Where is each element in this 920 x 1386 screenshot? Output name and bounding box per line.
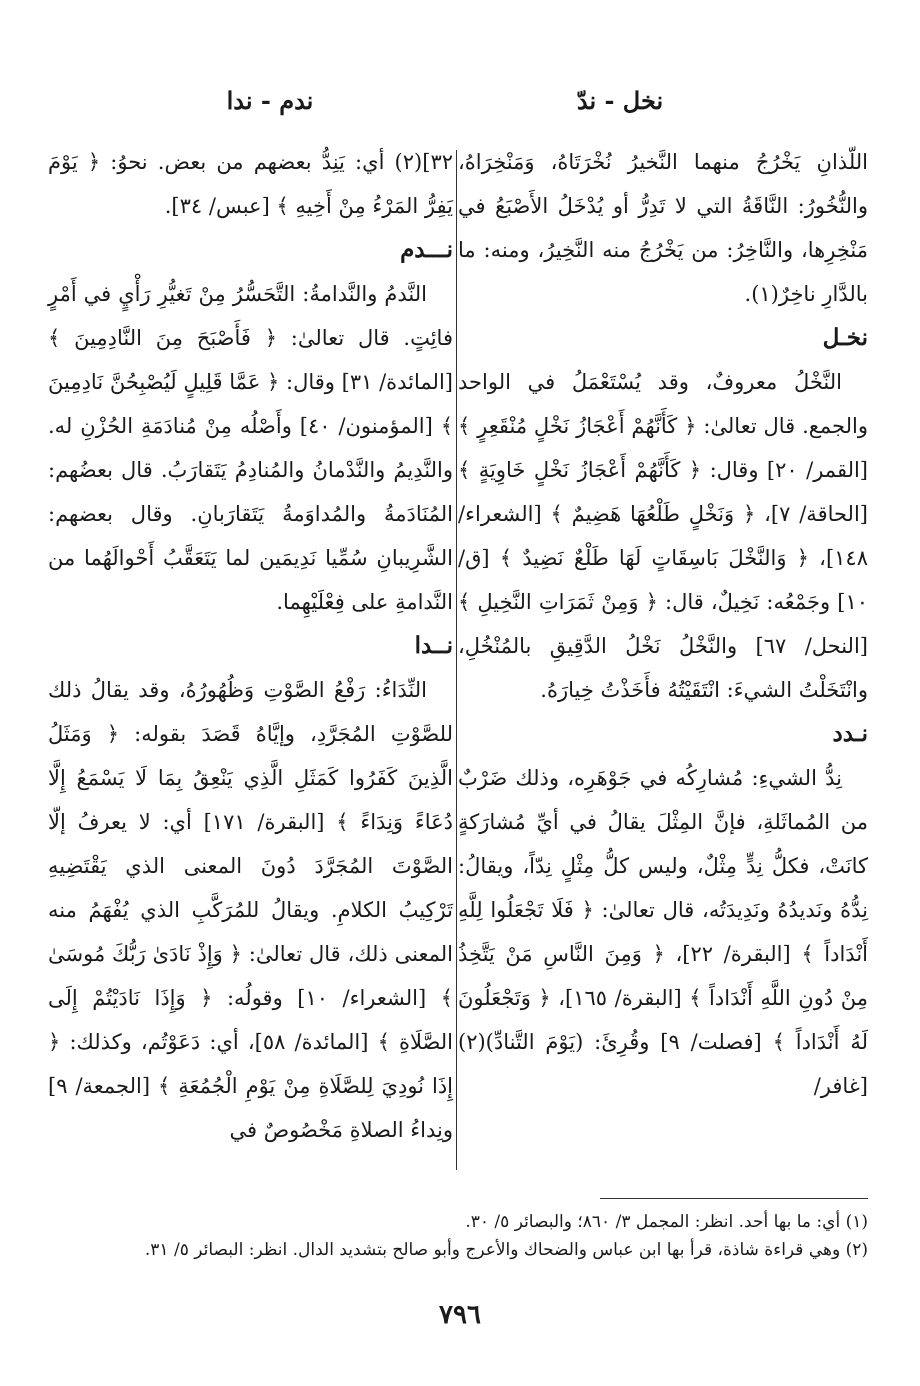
footnote: (١) أي: ما بها أحد. انظر: المجمل ٣/ ٨٦٠؛ والبصائر ٥/ ٣٠. xyxy=(465,1212,868,1232)
paragraph: اللّذانِ يَخْرُجُ منهما النَّخيرُ نُخْرَتَاهُ، وَمَنْخِرَاهُ، والنُّخُورُ: النَّاقَةُ التي لا تَدِرُّ أو يُدْخَلُ الأَصْبَعُ في مَنْخِرِها، والنَّاخِرُ: من يَخْرُجُ منه النَّخِيرُ، ومنه: ما بالدَّارِ ناخِرٌ(١). xyxy=(458,150,868,306)
paragraph: النِّدَاءُ: رَفْعُ الصَّوْتِ وَظُهُورُهُ، وقد يقالُ ذلك للصَّوْتِ المُجَرَّدِ، وإيَّاهُ قَصَدَ بقوله: ﴿ وَمَثَلُ الَّذِينَ كَفَرُوا كَمَثَلِ الَّذِي يَنْعِقُ بِمَا لَا يَسْمَعُ إِلَّا دُعَاءً وَنِدَاءً ﴾ [البقرة/ ١٧١] أي: لا يعرفُ إلّا الصَّوْتَ المُجَرَّدَ دُونَ المعنى الذي يَقْتَضِيهِ تَرْكِيبُ الكلامِ. ويقالُ للمُرَكَّبِ الذي يُفْهَمُ منه المعنى ذلك، قال تعالىٰ: ﴿ وَإِذْ نَادَىٰ رَبُّكَ مُوسَىٰ ﴾ [الشعراء/ ١٠] وقولُه: ﴿ وَإِذَا نَادَيْتُمْ إِلَى الصَّلَاةِ ﴾ [المائدة/ ٥٨]، أي: دَعَوْتُم، وكذلك: ﴿ إِذَا نُودِيَ لِلصَّلَاةِ مِنْ يَوْمِ الْجُمُعَةِ ﴾ [الجمعة/ ٩] ونِداءُ الصلاةِ مَخْصُوصٌ في xyxy=(48,678,453,1142)
footnote-rule xyxy=(600,1198,868,1199)
paragraph: نِدُّ الشيءِ: مُشارِكُه في جَوْهَرِه، وذلك ضَرْبٌ من المُماثَلةِ، فإنَّ المِثْلَ يقالُ في أيِّ مُشارَكةٍ كانَتْ، فكلُّ نِدٍّ مِثْلٌ، وليس كلُّ مِثْلٍ نِدّاً، ويقالُ: نِدُّهُ ونَديدُهُ ونَدِيدَتُه، قال تعالىٰ: ﴿ فَلَا تَجْعَلُوا لِلَّهِ أَنْدَاداً ﴾ [البقرة/ ٢٢]، ﴿ وَمِنَ النَّاسِ مَنْ يَتَّخِذُ مِنْ دُونِ اللَّهِ أَنْدَاداً ﴾ [البقرة/ ١٦٥]، ﴿ وَتَجْعَلُونَ لَهُ أَنْدَاداً ﴾ [فصلت/ ٩] وقُرِئَ: (يَوْمَ التَّنادِّ)(٢) [غافر/ xyxy=(458,766,869,1098)
left-column xyxy=(48,140,453,1152)
entry-heading: نــدا xyxy=(414,632,453,659)
page-number: ٧٩٦ xyxy=(439,1300,481,1330)
running-header-left: ندم - ندا xyxy=(226,86,314,115)
footnote: (٢) وهي قراءة شاذة، قرأ بها ابن عباس والضحاك والأعرج وأبو صالح بتشديد الدال. انظر: البصائر ٥/ ٣١. xyxy=(144,1240,868,1260)
paragraph: النَّدمُ والنَّدامةُ: التَّحَسُّرُ مِنْ تَغيُّرِ رَأْيٍ في أَمْرٍ فائِتٍ. قال تعالىٰ: ﴿ فَأَصْبَحَ مِنَ النَّادِمِينَ ﴾ [المائدة/ ٣١] وقال: ﴿ عَمَّا قَلِيلٍ لَيُصْبِحُنَّ نَادِمِينَ ﴾ [المؤمنون/ ٤٠] وأَصْلُه مِنْ مُنادَمَةِ الحُزْنِ له. والنَّدِيمُ والنَّدْمانُ والمُنادِمُ يَتَقارَبُ. قال بعضُهم: المُنَادَمةُ والمُداوَمةُ يَتَقارَبانِ. وقال بعضهم: الشَّرِيبانِ سُمِّيا نَدِيمَين لما يَتَعَقَّبُ أَحْوالَهُما من النَّدامةِ على فِعْلَيْهِما. xyxy=(48,282,453,614)
running-header-right: نخل - ندّ xyxy=(576,86,664,115)
paragraph: النَّخْلُ معروفٌ، وقد يُسْتَعْمَلُ في الواحد والجمع. قال تعالىٰ: ﴿ كَأَنَّهُمْ أَعْجَازُ نَخْلٍ مُنْقَعِرٍ ﴾ [القمر/ ٢٠] وقال: ﴿ كَأَنَّهُمْ أَعْجَازُ نَخْلٍ خَاوِيَةٍ ﴾ [الحاقة/ ٧]، ﴿ وَنَخْلٍ طَلْعُهَا هَضِيمٌ ﴾ [الشعراء/ ١٤٨]، ﴿ وَالنَّخْلَ بَاسِقَاتٍ لَهَا طَلْعٌ نَضِيدٌ ﴾ [ق/ ١٠] وجَمْعُه: نَخِيلٌ، قال: ﴿ وَمِنْ ثَمَرَاتِ النَّخِيلِ ﴾ [النحل/ ٦٧] والنَّخْلُ نَخْلُ الدَّقِيقِ بالمُنْخُلِ، وانْتَخَلْتُ الشيءَ: انْتَقَيْتُهُ فأَخَذْتُ خِيارَهُ. xyxy=(458,370,869,702)
column-divider xyxy=(456,150,457,1170)
entry-heading: نخـل xyxy=(822,324,868,351)
paragraph: ٣٢](٢) أي: يَنِدُّ بعضهم من بعض. نحوُ: ﴿ يَوْمَ يَفِرُّ المَرْءُ مِنْ أَخِيهِ ﴾ [عبس/ ٣٤]. xyxy=(48,150,453,218)
entry-heading: نـــدم xyxy=(400,236,453,263)
right-column xyxy=(458,140,868,1108)
entry-heading: نـدد xyxy=(832,720,868,747)
footnotes xyxy=(48,1208,868,1264)
